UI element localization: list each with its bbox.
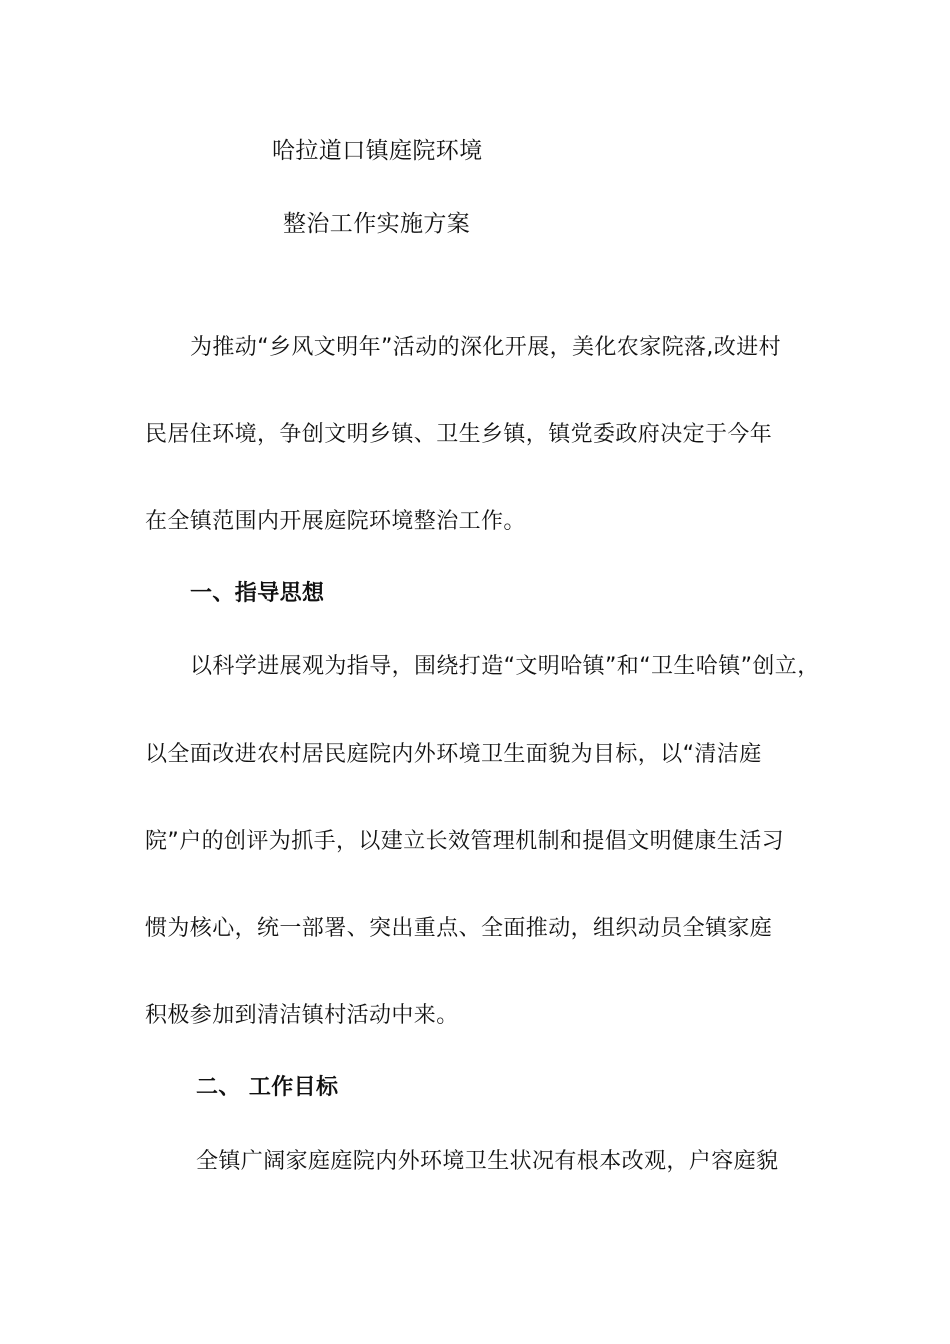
document-title-line-2: 整治工作实施方案 <box>283 211 471 237</box>
section2-line-1: 全镇广阔家庭庭院内外环境卫生状况有根本改观，户容庭貌 <box>196 1149 779 1174</box>
section1-line-1: 以科学进展观为指导，围绕打造“文明哈镇”和“卫生哈镇”创立， <box>190 654 820 679</box>
intro-line-1: 为推动“乡风文明年”活动的深化开展，美化农家院落,改进村 <box>190 335 781 360</box>
intro-line-3: 在全镇范围内开展庭院环境整治工作。 <box>145 509 526 534</box>
section2-heading: 二、 工作目标 <box>196 1075 339 1100</box>
section1-line-2: 以全面改进农村居民庭院内外环境卫生面貌为目标，以“清洁庭 <box>145 742 762 767</box>
section1-line-4: 惯为核心，统一部署、突出重点、全面推动，组织动员全镇家庭 <box>145 916 773 941</box>
section1-heading: 一、指导思想 <box>190 581 325 606</box>
intro-line-2: 民居住环境，争创文明乡镇、卫生乡镇，镇党委政府决定于今年 <box>145 422 773 447</box>
section1-line-3: 院”户的创评为抓手，以建立长效管理机制和提倡文明健康生活习 <box>145 829 784 854</box>
section1-line-5: 积极参加到清洁镇村活动中来。 <box>145 1003 459 1028</box>
document-title-line-1: 哈拉道口镇庭院环境 <box>272 138 483 164</box>
